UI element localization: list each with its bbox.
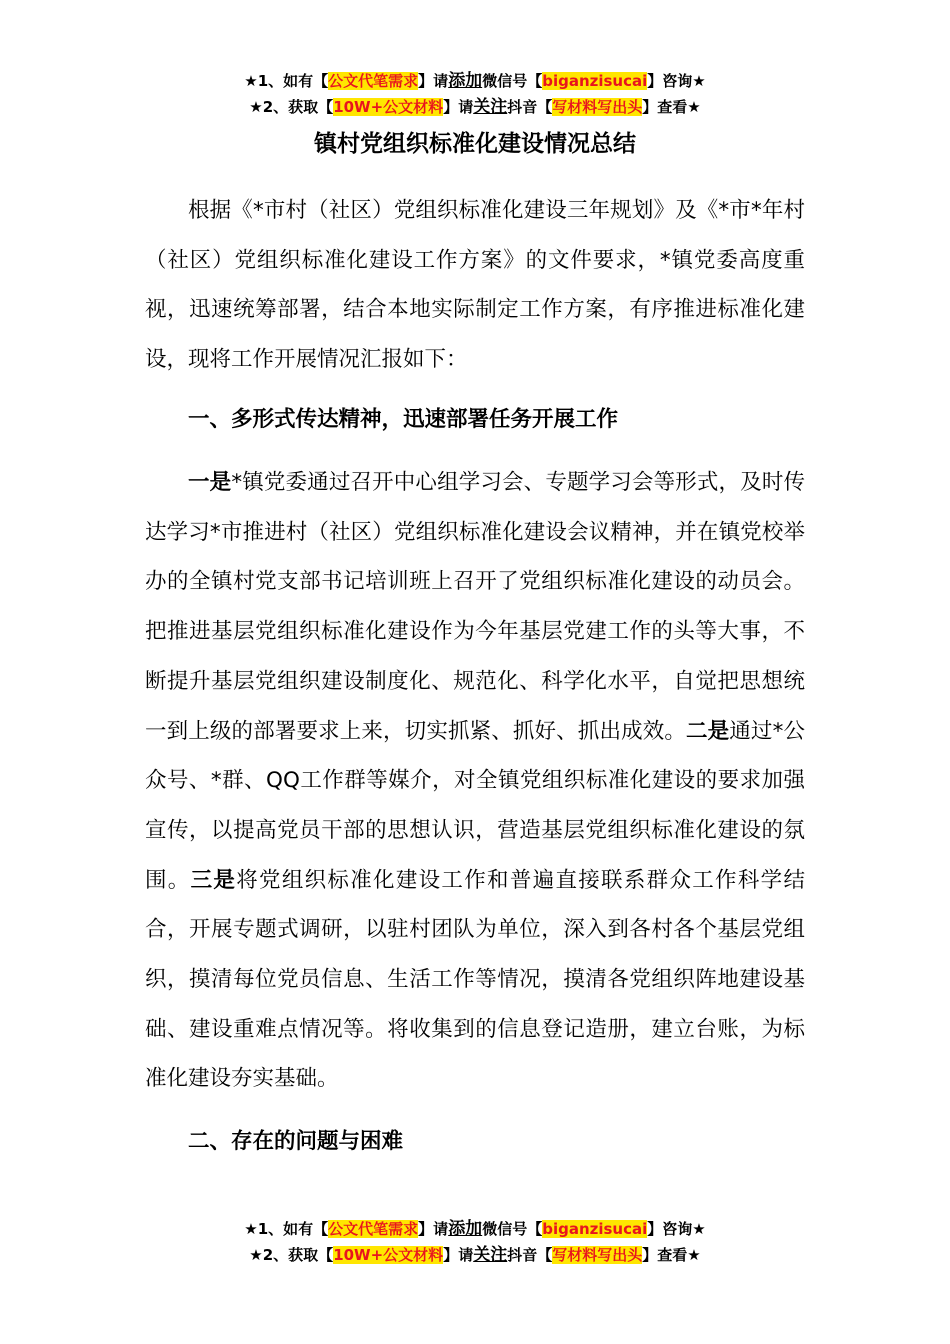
promo-line-1: ★1、如有【公文代笔需求】请添加微信号【biganzisucai】咨询★	[244, 71, 706, 91]
promo-line-1: ★1、如有【公文代笔需求】请添加微信号【biganzisucai】咨询★	[244, 1219, 706, 1239]
promo-highlight: 10W+公文材料	[333, 98, 444, 116]
intro-paragraph: 根据《*市村（社区）党组织标准化建设三年规划》及《*市*年村（社区）党组织标准化建设工作方案》的文件要求，*镇党委高度重视，迅速统筹部署，结合本地实际制定工作方案，有序推进标准化建设，现将工作开展情况汇报如下：	[145, 198, 805, 373]
promo-emphasis: 关注	[473, 1245, 508, 1265]
lead-term-1: 一是	[188, 470, 232, 495]
promo-emphasis: 关注	[473, 97, 508, 117]
promo-emphasis: 添加	[448, 1219, 483, 1239]
section-1-paragraph: 一是*镇党委通过召开中心组学习会、专题学习会等形式，及时传达学习*市推进村（社区）党组织标准化建设会议精神，并在镇党校举办的全镇村党支部书记培训班上召开了党组织标准化建设的动员会。把推进基层党组织标准化建设作为今年基层党建工作的头等大事，不断提升基层党组织建设制度化、规范化、科学化水平，自觉把思想统一到上级的部署要求上来，切实抓紧、抓好、抓出成效。二是通过*公众号、*群、QQ工作群等媒介，对全镇党组织标准化建设的要求加强宣传，以提高党员干部的思想认识，营造基层党组织标准化建设的氛围。三是将党组织标准化建设工作和普遍直接联系群众工作科学结合，开展专题式调研，以驻村团队为单位，深入到各村各个基层党组织，摸清每位党员信息、生活工作等情况，摸清各党组织阵地建设基础、建设重难点情况等。将收集到的信息登记造册，建立台账，为标准化建设夯实基础。	[145, 470, 805, 1092]
promo-highlight: 公文代笔需求	[328, 1220, 419, 1238]
promo-wechat-id: biganzisucai	[542, 1220, 648, 1238]
promo-line-2: ★2、获取【10W+公文材料】请关注抖音【写材料写出头】查看★	[249, 97, 701, 117]
lead-term-3: 三是	[190, 867, 237, 893]
document-title: 镇村党组织标准化建设情况总结	[314, 131, 636, 157]
promo-wechat-id: biganzisucai	[542, 72, 648, 90]
promo-douyin-id: 写材料写出头	[552, 98, 643, 116]
promo-banner-top	[0, 68, 950, 120]
lead-term-2: 二是	[686, 718, 730, 744]
promo-highlight: 10W+公文材料	[333, 1246, 444, 1264]
promo-banner-bottom	[0, 1216, 950, 1268]
promo-highlight: 公文代笔需求	[328, 72, 419, 90]
section-1-heading: 一、多形式传达精神，迅速部署任务开展工作	[188, 407, 619, 432]
promo-line-2: ★2、获取【10W+公文材料】请关注抖音【写材料写出头】查看★	[249, 1245, 701, 1265]
section-2-heading: 二、存在的问题与困难	[188, 1129, 404, 1154]
promo-emphasis: 添加	[448, 71, 483, 91]
promo-douyin-id: 写材料写出头	[552, 1246, 643, 1264]
